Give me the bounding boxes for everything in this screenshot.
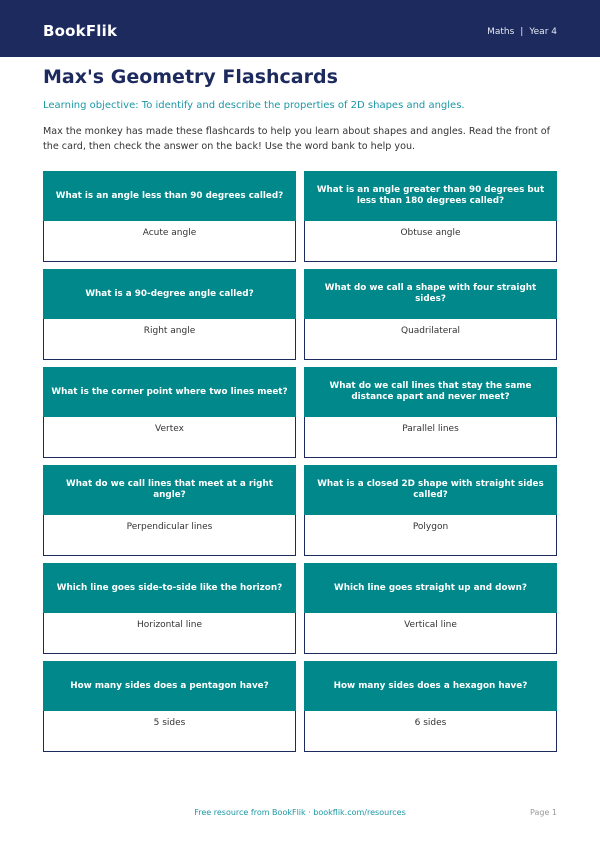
card-answer: Polygon [304,515,557,556]
card-question: What do we call a shape with four straight sides? [304,269,557,319]
card-question: What is a closed 2D shape with straight sides called? [304,465,557,515]
flashcard[interactable] [304,563,557,654]
card-question: What is an angle less than 90 degrees called? [43,171,296,221]
top-bar [0,0,600,57]
card-answer: Horizontal line [43,613,296,654]
flashcard[interactable] [304,367,557,458]
breadcrumb [487,27,557,37]
card-question: What do we call lines that stay the same distance apart and never meet? [304,367,557,417]
card-question: Which line goes straight up and down? [304,563,557,613]
card-answer: Quadrilateral [304,319,557,360]
flashcard[interactable] [43,465,296,556]
card-answer: 5 sides [43,711,296,752]
card-question: Which line goes side-to-side like the horizon? [43,563,296,613]
card-question: What is a 90-degree angle called? [43,269,296,319]
card-answer: Perpendicular lines [43,515,296,556]
page-number: Page 1 [530,808,557,817]
card-question: What is an angle greater than 90 degrees but less than 180 degrees called? [304,171,557,221]
card-answer: Vertical line [304,613,557,654]
card-answer: 6 sides [304,711,557,752]
flashcard[interactable] [304,269,557,360]
card-answer: Obtuse angle [304,221,557,262]
page-title: Max's Geometry Flashcards [43,66,338,88]
flashcard[interactable] [43,171,296,262]
subject-label: Maths [487,27,515,37]
card-answer: Parallel lines [304,417,557,458]
card-answer: Vertex [43,417,296,458]
card-answer: Right angle [43,319,296,360]
card-answer: Acute angle [43,221,296,262]
card-question: How many sides does a hexagon have? [304,661,557,711]
card-question: What is the corner point where two lines meet? [43,367,296,417]
footer-link[interactable]: Free resource from BookFlik · bookflik.com/resources [194,808,406,817]
learning-objective: Learning objective: To identify and describe the properties of 2D shapes and angles. [43,100,465,111]
flashcard[interactable] [43,367,296,458]
flashcard[interactable] [304,661,557,752]
intro-text: Max the monkey has made these flashcards to help you learn about shapes and angles. Read the front of the card, then check the answer on the back! Use the word bank to help you. [43,126,550,152]
card-question: How many sides does a pentagon have? [43,661,296,711]
flashcard[interactable] [304,171,557,262]
flashcard[interactable] [304,465,557,556]
card-question: What do we call lines that meet at a right angle? [43,465,296,515]
breadcrumb-separator: | [520,27,524,37]
year-label: Year 4 [529,27,557,37]
brand-logo[interactable]: BookFlik [43,22,118,40]
flashcard[interactable] [43,661,296,752]
flashcard[interactable] [43,563,296,654]
flashcard[interactable] [43,269,296,360]
